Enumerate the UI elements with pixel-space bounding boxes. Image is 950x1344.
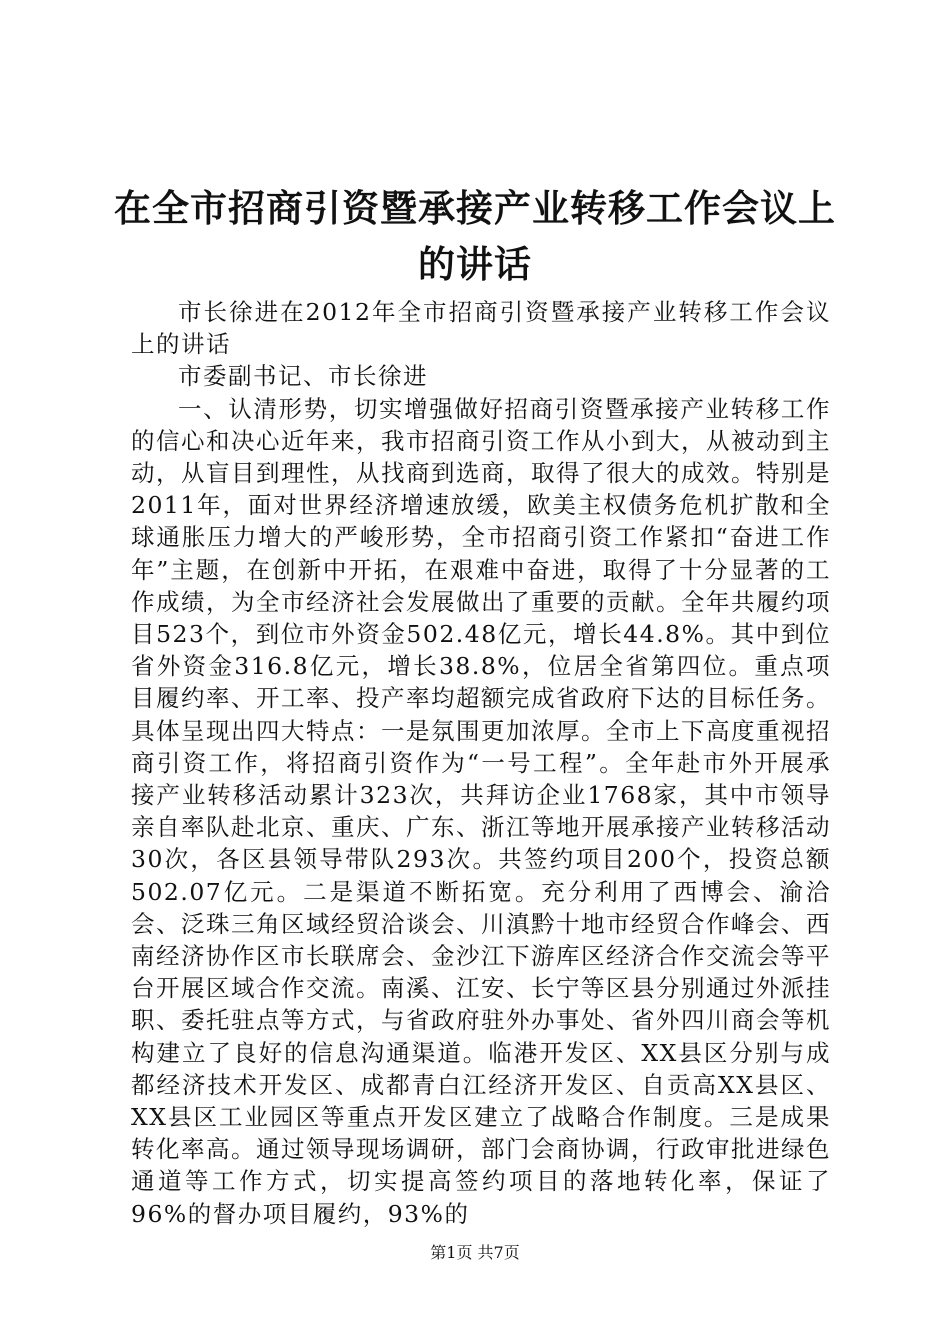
page-number-footer: 第1页 共7页 [430,1243,520,1262]
document-title: 在全市招商引资暨承接产业转移工作会议上的讲话 [114,186,836,286]
paragraph: 一、认清形势，切实增强做好招商引资暨承接产业转移工作的信心和决心近年来，我市招商引资工作从小到大，从被动到主动，从盲目到理性，从找商到选商，取得了很大的成效。特别是2011年，面对世界经济增速放缓，欧美主权债务危机扩散和全球通胀压力增大的严峻形势，全市招商引资工作紧扣“奋进工作年”主题，在创新中开拓，在艰难中奋进，取得了十分显著的工作成绩，为全市经济社会发展做出了重要的贡献。全年共履约项目523个，到位市外资金502.48亿元，增长44.8%。其中到位省外资金316.8亿元，增长38.8%，位居全省第四位。重点项目履约率、开工率、投产率均超额完成省政府下达的目标任务。具体呈现出四大特点：一是氛围更加浓厚。全市上下高度重视招商引资工作，将招商引资作为“一号工程”。全年赴市外开展承接产业转移活动累计323次，共拜访企业1768家，其中市领导亲自率队赴北京、重庆、广东、浙江等地开展承接产业转移活动30次，各区县领导带队293次。共签约项目200个，投资总额502.07亿元。二是渠道不断拓宽。充分利用了西博会、渝洽会、泛珠三角区域经贸洽谈会、川滇黔十地市经贸合作峰会、西南经济协作区市长联席会、金沙江下游库区经济合作交流会等平台开展区域合作交流。南溪、江安、长宁等区县分别通过外派挂职、委托驻点等方式，与省政府驻外办事处、省外四川商会等机构建立了良好的信息沟通渠道。临港开发区、XX县区分别与成都经济技术开发区、成都青白江经济开发区、自贡高XX县区、XX县区工业园区等重点开发区建立了战略合作制度。三是成果转化率高。通过领导现场调研，部门会商协调，行政审批进绿色通道等工作方式，切实提高签约项目的落地转化率，保证了96%的督办项目履约，93%的 [131,394,831,1228]
paragraph: 市委副书记、市长徐进 [178,362,428,391]
document-body [131,296,831,1230]
paragraph: 市长徐进在2012年全市招商引资暨承接产业转移工作会议上的讲话 [131,298,831,359]
